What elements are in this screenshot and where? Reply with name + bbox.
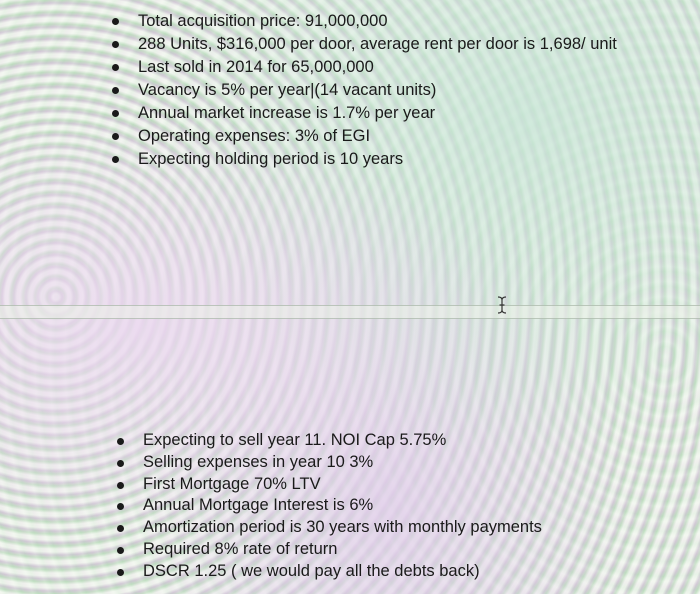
bullet-icon (117, 482, 124, 489)
bullet-icon (117, 460, 124, 467)
list-item-text: Annual Mortgage Interest is 6% (143, 496, 374, 515)
list-item-text: Required 8% rate of return (143, 539, 338, 558)
list-item (117, 495, 542, 517)
list-item (117, 474, 542, 496)
list-item (117, 430, 542, 452)
list-item-text: First Mortgage 70% LTV (143, 474, 321, 493)
list-item-text: Expecting to sell year 11. NOI Cap 5.75% (143, 431, 447, 449)
bullet-icon (112, 41, 119, 48)
bullet-icon (112, 18, 119, 25)
bullet-icon (112, 87, 119, 94)
list-item-text: Expecting holding period is 10 years (138, 150, 404, 168)
list-item (117, 539, 542, 561)
bullet-icon (117, 503, 124, 510)
list-item (112, 102, 617, 125)
bullet-icon (117, 569, 124, 576)
list-item (117, 452, 542, 474)
top-bullet-list (112, 10, 617, 171)
list-item (117, 517, 542, 539)
bullet-icon (112, 133, 119, 140)
list-item-text: 288 Units, $316,000 per door, average rent per door is 1,698/ unit (138, 35, 617, 53)
list-item-text: Annual market increase is 1.7% per year (138, 104, 436, 122)
list-item-text: Last sold in 2014 for 65,000,000 (138, 58, 374, 76)
list-item (112, 79, 617, 102)
list-item-text: DSCR 1.25 ( we would pay all the debts back) (143, 561, 480, 580)
list-item-text: Vacancy is 5% per year|(14 vacant units) (138, 81, 437, 99)
list-item (112, 148, 617, 171)
bullet-icon (112, 110, 119, 117)
list-item-text: Total acquisition price: 91,000,000 (138, 12, 388, 30)
list-item (112, 33, 617, 56)
list-item-text: Amortization period is 30 years with monthly payments (143, 518, 542, 537)
list-item (112, 10, 617, 33)
bullet-icon (112, 64, 119, 71)
bullet-icon (117, 525, 124, 532)
bottom-bullet-list (117, 430, 542, 583)
list-item (112, 125, 617, 148)
bullet-icon (117, 438, 124, 445)
list-item-text: Selling expenses in year 10 3% (143, 452, 374, 471)
list-item (117, 561, 542, 583)
bullet-icon (117, 547, 124, 554)
bullet-icon (112, 156, 119, 163)
i-beam-cursor-icon (495, 295, 509, 315)
list-item (112, 56, 617, 79)
bottom-section (0, 317, 700, 594)
list-item-text: Operating expenses: 3% of EGI (138, 127, 371, 145)
